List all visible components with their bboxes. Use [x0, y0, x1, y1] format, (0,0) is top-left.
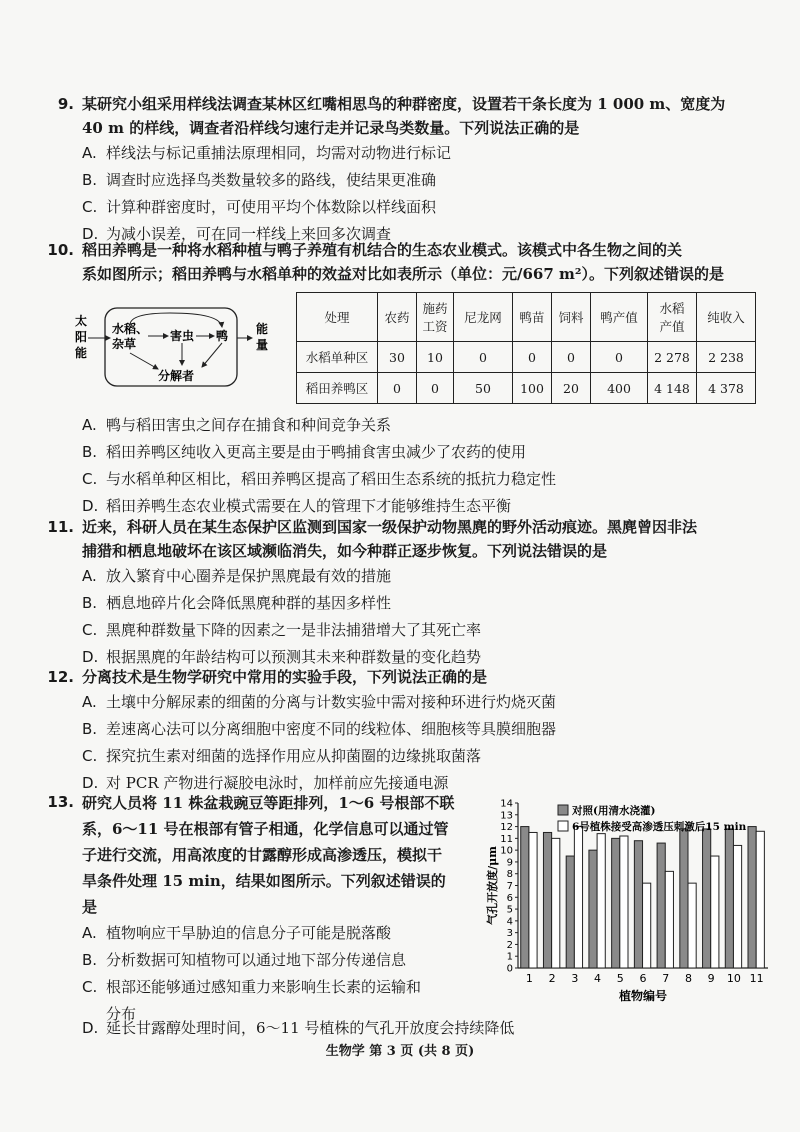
question-11 — [38, 515, 773, 671]
bar-control — [521, 827, 529, 968]
bar-treated — [688, 883, 696, 968]
option-b: B. 稻田养鸭区纯收入更高主要是由于鸭捕食害虫减少了农药的使用 — [82, 443, 527, 461]
duck-label: 鸭 — [216, 329, 229, 343]
bar-control — [612, 838, 620, 968]
question-stem: 稻田养鸭是一种将水稻种植与鸭子养殖有机结合的生态农业模式。该模式中各生物之间的关 系如图所示；稻田养鸭与水稻单种的效益对比如表所示（单位：元/667 m²）。下列叙述错误的是 — [82, 241, 724, 283]
bar-control — [566, 856, 574, 968]
y-tick-label: 10 — [500, 845, 513, 857]
option-b: B. 分析数据可知植物可以通过地下部分传递信息 — [82, 951, 407, 969]
option-a: A. 植物响应干旱胁迫的信息分子可能是脱落酸 — [82, 924, 392, 942]
svg-text:能: 能 — [75, 346, 88, 360]
option-a: A. 鸭与稻田害虫之间存在捕食和种间竞争关系 — [82, 416, 392, 434]
option-d: D. 根据黑麂的年龄结构可以预测其未来种群数量的变化趋势 — [82, 648, 482, 666]
x-tick-label: 2 — [548, 972, 556, 985]
x-tick-label: 4 — [594, 972, 602, 985]
question-9 — [38, 92, 773, 248]
bar-control — [703, 829, 711, 968]
x-tick-label: 9 — [707, 972, 715, 985]
y-tick-label: 11 — [500, 833, 513, 845]
svg-text:阳: 阳 — [75, 330, 88, 344]
table-row: 水稻单种区 30 10 0 0 0 0 2 278 2 238 — [297, 342, 756, 373]
bar-treated — [711, 856, 719, 968]
y-tick-label: 2 — [506, 939, 513, 951]
bar-treated — [552, 838, 560, 968]
bar-control — [725, 829, 733, 968]
x-tick-label: 11 — [749, 972, 764, 985]
question-stem: 某研究小组采用样线法调查某林区红嘴相思鸟的种群密度，设置若干条长度为 1 000 m、宽度为 40 m 的样线，调查者沿样线匀速行走并记录鸟类数量。下列说法正确的是 — [82, 95, 726, 137]
ecosystem-diagram — [70, 303, 285, 393]
y-tick-label: 14 — [500, 798, 513, 810]
bar-treated — [620, 836, 628, 968]
option-c: C. 黑麂种群数量下降的因素之一是非法捕猎增大了其死亡率 — [82, 621, 482, 639]
y-tick-label: 4 — [506, 916, 513, 928]
option-c: C. 探究抗生素对细菌的选择作用应从抑菌圈的边缘挑取菌落 — [82, 747, 482, 765]
x-tick-label: 3 — [571, 972, 579, 985]
option-b: B. 栖息地碎片化会降低黑麂种群的基因多样性 — [82, 594, 392, 612]
sun-label: 太 — [75, 314, 88, 328]
y-tick-label: 9 — [506, 857, 513, 869]
option-a: A. 放入繁育中心圈养是保护黑麂最有效的措施 — [82, 567, 392, 585]
decomposer-label: 分解者 — [158, 369, 195, 383]
y-tick-label: 3 — [506, 928, 513, 940]
option-c: C. 计算种群密度时，可使用平均个体数除以样线面积 — [82, 198, 437, 216]
option-a: A. 土壤中分解尿素的细菌的分离与计数实验中需对接种环进行灼烧灭菌 — [82, 693, 557, 711]
y-tick-label: 0 — [506, 963, 513, 975]
question-number: 10. — [47, 241, 74, 259]
legend-swatch — [558, 805, 568, 815]
bar-treated — [665, 871, 673, 968]
question-number: 13. — [47, 793, 74, 811]
option-c: C. 与水稻单种区相比，稻田养鸭区提高了稻田生态系统的抵抗力稳定性 — [82, 470, 557, 488]
producer-label: 水稻、 — [112, 322, 149, 336]
option-d: D. 稻田养鸭生态农业模式需要在人的管理下才能够维持生态平衡 — [82, 497, 512, 515]
svg-text:杂草: 杂草 — [112, 337, 137, 351]
x-tick-label: 6 — [639, 972, 647, 985]
bar-control — [748, 827, 756, 968]
option-c: C. 根部还能够通过感知重力来影响生长素的运输和 — [82, 978, 422, 996]
y-tick-label: 12 — [500, 822, 513, 834]
y-tick-label: 6 — [506, 892, 513, 904]
stomatal-aperture-chart — [488, 793, 778, 1008]
legend-label: 对照(用清水浇灌) — [572, 805, 656, 817]
bar-control — [634, 841, 642, 968]
bar-treated — [643, 883, 651, 968]
bar-control — [543, 832, 551, 968]
x-tick-label: 10 — [726, 972, 741, 985]
legend-swatch — [558, 821, 568, 831]
y-tick-label: 13 — [500, 810, 513, 822]
option-a: A. 样线法与标记重捕法原理相同，均需对动物进行标记 — [82, 144, 452, 162]
question-number: 11. — [47, 518, 74, 536]
bar-treated — [756, 831, 764, 968]
bar-control — [589, 850, 597, 968]
question-13-option-d — [38, 1015, 773, 1042]
bar-control — [680, 829, 688, 968]
question-10-options — [38, 412, 773, 520]
bar-control — [657, 843, 665, 968]
x-axis-label: 植物编号 — [618, 989, 668, 1003]
option-c-continued: 分布 — [106, 1005, 137, 1023]
y-tick-label: 8 — [506, 869, 513, 881]
x-tick-label: 5 — [616, 972, 624, 985]
table-row: 稻田养鸭区 0 0 50 100 20 400 4 148 4 378 — [297, 373, 756, 404]
question-stem: 分离技术是生物学研究中常用的实验手段，下列说法正确的是 — [82, 668, 488, 686]
question-13 — [38, 790, 488, 1028]
bar-treated — [529, 832, 537, 968]
x-tick-label: 8 — [684, 972, 692, 985]
page-footer: 生物学 第 3 页 (共 8 页) — [325, 1044, 475, 1059]
question-10 — [38, 238, 773, 286]
option-b: B. 调查时应选择鸟类数量较多的路线，使结果更准确 — [82, 171, 437, 189]
option-d: D. 为减小误差，可在同一样线上来回多次调查 — [82, 225, 392, 243]
question-stem: 近来，科研人员在某生态保护区监测到国家一级保护动物黑麂的野外活动痕迹。黑麂曾因非法 捕猎和栖息地破坏在该区域濒临消失，如今种群正逐步恢复。下列说法错误的是 — [82, 518, 698, 560]
bar-treated — [597, 834, 605, 968]
option-b: B. 差速离心法可以分离细胞中密度不同的线粒体、细胞核等具膜细胞器 — [82, 720, 557, 738]
table-header-row: 处理 农药 施药 工资 尼龙网 鸭苗 饲料 鸭产值 水稻 产值 纯收入 — [297, 293, 756, 342]
bar-treated — [574, 827, 582, 968]
legend-label: 6号植株接受高渗透压刺激后15 min — [572, 821, 747, 833]
question-12 — [38, 665, 773, 797]
option-d: D. 对 PCR 产物进行凝胶电泳时，加样前应先接通电源 — [82, 774, 449, 792]
y-tick-label: 7 — [506, 881, 513, 892]
option-d: D. 延长甘露醇处理时间，6～11 号植株的气孔开放度会持续降低 — [82, 1019, 515, 1037]
bar-treated — [733, 845, 741, 968]
svg-text:量: 量 — [256, 338, 269, 352]
question-stem: 研究人员将 11 株盆栽豌豆等距排列，1～6 号根部不联 系，6～11 号在根部有管子相通，化学信息可以通过管 子进行交流，用高浓度的甘露醇形成高渗透压，模拟干 旱条件处理 15 min，结果如图所示。下列叙述错误的 是 — [82, 794, 455, 916]
x-tick-label: 7 — [662, 972, 670, 985]
y-tick-label: 5 — [506, 904, 513, 916]
question-number: 9. — [57, 95, 74, 113]
y-tick-label: 1 — [506, 951, 513, 963]
benefit-table — [296, 292, 756, 404]
energy-label: 能 — [256, 322, 269, 336]
pest-label: 害虫 — [170, 329, 195, 343]
question-number: 12. — [47, 668, 74, 686]
y-axis-label: 气孔开放度/μm — [486, 846, 499, 925]
x-tick-label: 1 — [525, 972, 533, 985]
